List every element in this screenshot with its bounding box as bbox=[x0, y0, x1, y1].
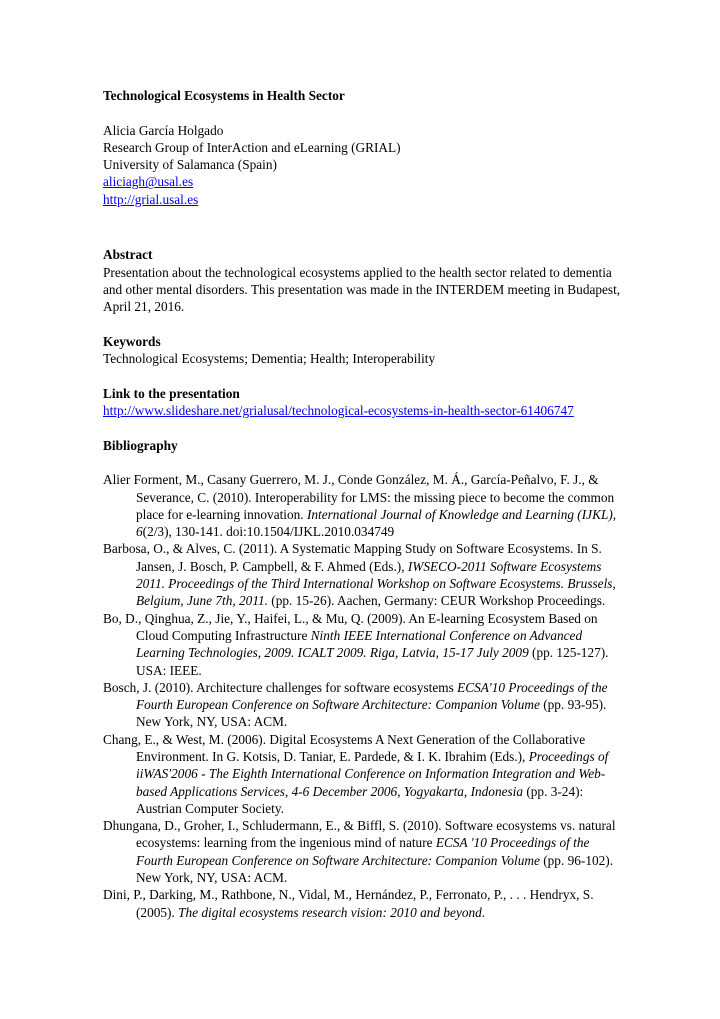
document-title: Technological Ecosystems in Health Sector bbox=[103, 88, 345, 103]
link-heading: Link to the presentation bbox=[103, 385, 240, 401]
presentation-link[interactable]: http://www.slideshare.net/grialusal/technological-ecosystems-in-health-sector-61406747 bbox=[103, 403, 574, 419]
keywords-text: Technological Ecosystems; Dementia; Health; Interoperability bbox=[103, 351, 436, 367]
bibliography-heading: Bibliography bbox=[103, 437, 178, 453]
email-link[interactable]: aliciagh@usal.es bbox=[103, 174, 194, 190]
website-link[interactable]: http://grial.usal.es bbox=[103, 191, 199, 207]
reference-item: Dhungana, D., Groher, I., Schludermann, E., & Biffl, S. (2010). Software ecosystems vs. natural ecosystems: learning from the ingenious mind of nature ECSA '10 Proceedings of the Fourth European Conference on Software Architecture: Companion Volume (pp. 96-102). New York, NY, USA: ACM. bbox=[103, 818, 616, 886]
reference-item: Alier Forment, M., Casany Guerrero, M. J., Conde González, M. Á., García-Peñalvo, F. J., & Severance, C. (2010). Interoperability for LMS: the missing piece to become the common place for e-learning innovation. International Journal of Knowledge and Learning (IJKL), 6(2/3), 130-141. doi:10.1504/IJKL.2010.034749 bbox=[103, 472, 617, 540]
reference-item: Chang, E., & West, M. (2006). Digital Ecosystems A Next Generation of the Collaborative Environment. In G. Kotsis, D. Taniar, E. Pardede, & I. K. Ibrahim (Eds.), Proceedings of iiWAS'2006 - The Eighth International Conference on Information Integration and Web-based Applications Services, 4-6 December 2006, Yogyakarta, Indonesia (pp. 3-24): Austrian Computer Society. bbox=[103, 731, 609, 816]
reference-list bbox=[103, 471, 623, 921]
abstract-text: Presentation about the technological ecosystems applied to the health sector related to dementia and other mental disorders. This presentation was made in the INTERDEM meeting in Budapest, April 21, 2016. bbox=[103, 264, 621, 315]
reference-item: Bosch, J. (2010). Architecture challenges for software ecosystems ECSA'10 Proceedings of the Fourth European Conference on Software Architecture: Companion Volume (pp. 93-95). New York, NY, USA: ACM. bbox=[103, 679, 608, 730]
reference-item: Barbosa, O., & Alves, C. (2011). A Systematic Mapping Study on Software Ecosystems. In S. Jansen, J. Bosch, P. Campbell, & F. Ahmed (Eds.), IWSECO-2011 Software Ecosystems 2011. Proceedings of the Third International Workshop on Software Ecosystems. Brussels, Belgium, June 7th, 2011. (pp. 15-26). Aachen, Germany: CEUR Workshop Proceedings. bbox=[103, 541, 616, 609]
author-affiliation: Research Group of InterAction and eLearning (GRIAL) bbox=[103, 139, 401, 155]
abstract-heading: Abstract bbox=[103, 247, 153, 263]
keywords-heading: Keywords bbox=[103, 333, 161, 349]
author-university: University of Salamanca (Spain) bbox=[103, 157, 277, 173]
reference-item: Bo, D., Qinghua, Z., Jie, Y., Haifei, L., & Mu, Q. (2009). An E-learning Ecosystem Based on Cloud Computing Infrastructure Ninth IEEE International Conference on Advanced Learning Technologies, 2009. ICALT 2009. Riga, Latvia, 15-17 July 2009 (pp. 125-127). USA: IEEE. bbox=[103, 610, 609, 678]
author-name: Alicia García Holgado bbox=[103, 122, 224, 138]
document-page bbox=[103, 87, 623, 921]
reference-item: Dini, P., Darking, M., Rathbone, N., Vidal, M., Hernández, P., Ferronato, P., . . . Hendryx, S. (2005). The digital ecosystems research vision: 2010 and beyond. bbox=[103, 887, 594, 920]
